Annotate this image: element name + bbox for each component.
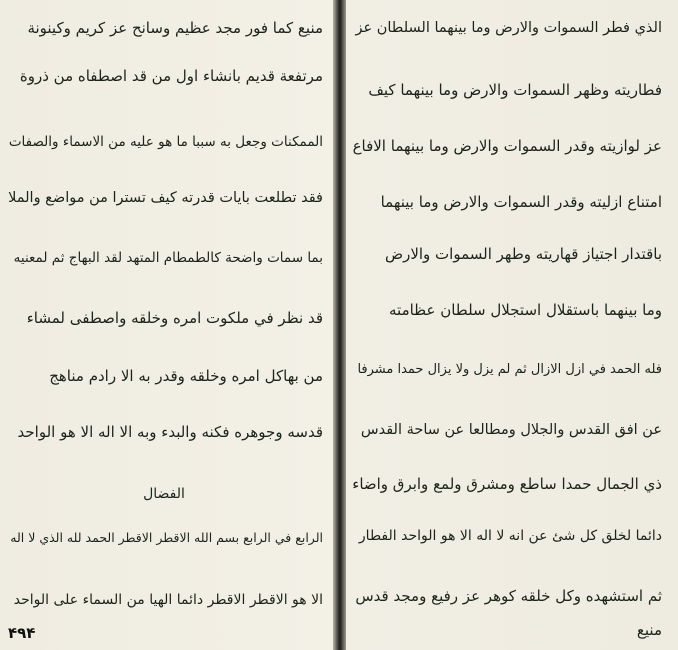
manuscript-line: قدسه وجوهره فكنه والبدء وبه الا اله الا هو الواحد bbox=[17, 423, 323, 441]
manuscript-line: قد نظر في ملكوت امره وخلقه واصطفى لمشاء bbox=[26, 309, 323, 327]
manuscript-line: عن افق القدس والجلال ومطالعا عن ساحة القدس bbox=[360, 422, 662, 438]
manuscript-line: امتناع ازليته وقدر السموات والارض وما بينهما bbox=[380, 193, 662, 211]
manuscript-line: الا هو الاقطر الاقطر دائما الهيا من السماء على الواحد bbox=[13, 592, 323, 608]
page-number: ۴۹۴ bbox=[8, 624, 36, 642]
manuscript-line: فطاريته وظهر السموات والارض وما بينهما كيف bbox=[368, 81, 662, 99]
manuscript-line: فقد تطلعت بايات قدرته كيف تسترا من مواضع والملا bbox=[8, 190, 323, 206]
manuscript-line: من بهاكل امره وخلقه وقدر به الا رادم مناهج bbox=[49, 367, 323, 385]
manuscript-line: ثم استشهده وكل خلقه كوهر عز رفيع ومجد قدس bbox=[355, 587, 662, 605]
manuscript-line: ذي الجمال حمدا ساطع ومشرق ولمع وابرق واضاء bbox=[352, 475, 662, 493]
manuscript-line: دائما لخلق كل شئ عن انه لا اله الا هو الواحد الفطار bbox=[358, 528, 662, 544]
book-gutter bbox=[333, 0, 346, 650]
section-heading: الفضال bbox=[143, 486, 185, 502]
manuscript-line: بما سمات واضحة كالطمطام المتهد لقد البهاج ثم لمعنيه bbox=[13, 250, 323, 266]
manuscript-line: الممكنات وجعل به سببا ما هو عليه من الاسماء والصفات bbox=[8, 134, 323, 150]
manuscript-line: عز لوازيته وقدر السموات والارض وما بينهما الافاع bbox=[352, 137, 662, 155]
manuscript-line: باقتدار اجتياز قهاريته وطهر السموات والارض bbox=[384, 245, 662, 263]
left-page bbox=[0, 0, 333, 650]
manuscript-line: منيع bbox=[636, 621, 662, 639]
manuscript-line: الرابع في الرابع بسم الله الاقطر الاقطر الحمد لله الذي لا اله bbox=[10, 530, 323, 545]
manuscript-line: فله الحمد في ازل الازال ثم لم يزل ولا يزال حمدا مشرفا bbox=[357, 362, 662, 377]
right-page bbox=[346, 0, 678, 650]
manuscript-line: وما بينهما باستقلال استجلال سلطان عظامته bbox=[389, 301, 662, 319]
manuscript-line: منيع كما فور مجد عظيم وسانح عز كريم وكينونة bbox=[27, 19, 323, 37]
manuscript-line: الذي فطر السموات والارض وما بينهما السلطان عز bbox=[355, 20, 662, 36]
manuscript-line: مرتفعة قديم بانشاء اول من قد اصطفاه من ذروة bbox=[19, 67, 323, 85]
